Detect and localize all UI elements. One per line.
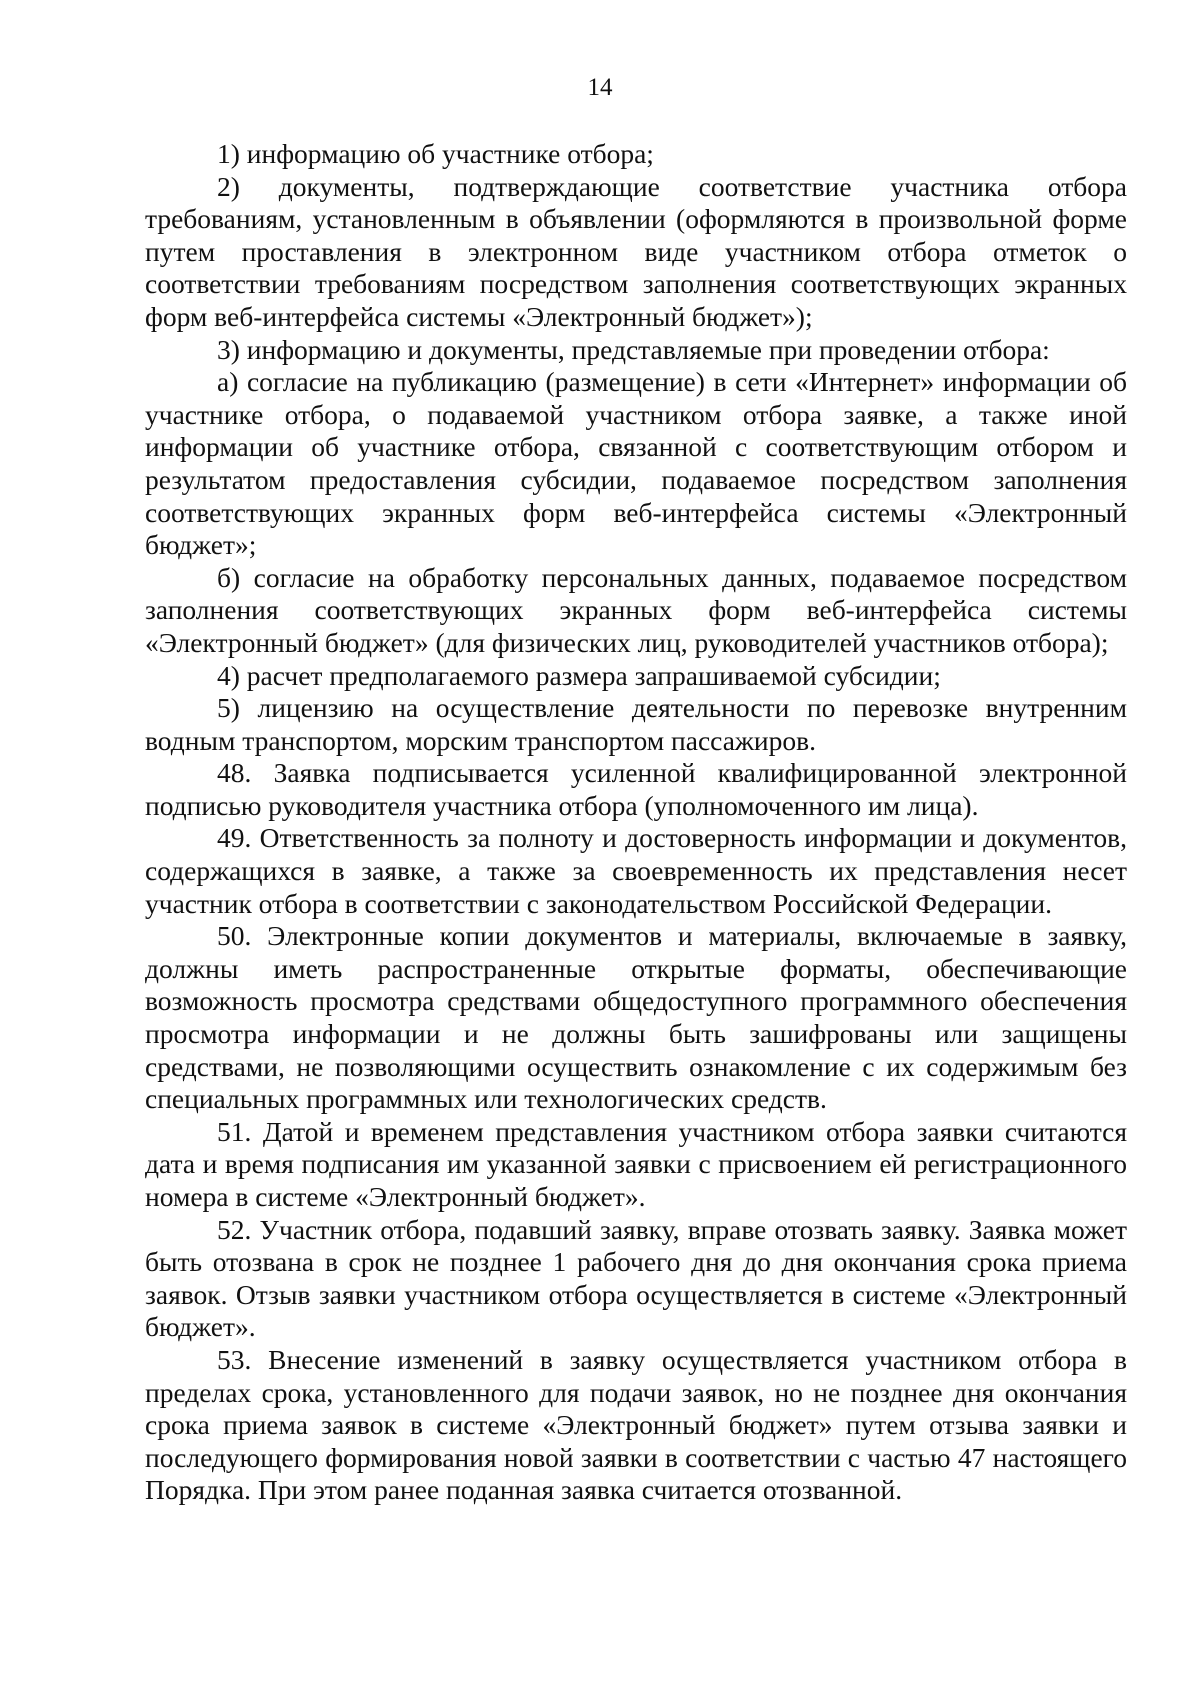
document-body	[145, 138, 1127, 1507]
clause-52: 52. Участник отбора, подавший заявку, вправе отозвать заявку. Заявка может быть отозвана в срок не позднее 1 рабочего дня до дня окончания срока приема заявок. Отзыв заявки участником отбора осуществляется в системе «Электронный бюджет».	[145, 1213, 1127, 1343]
list-item-1-participant-info: 1) информацию об участнике отбора;	[217, 138, 654, 169]
subitem-b-personal-data-consent: б) согласие на обработку персональных данных, подаваемое посредством заполнения соответствующих экранных форм веб-интерфейса системы «Электронный бюджет» (для физических лиц, руководителей участников отбора);	[145, 561, 1127, 658]
list-item-5-license: 5) лицензию на осуществление деятельности по перевозке внутренним водным транспортом, морским транспортом пассажиров.	[145, 692, 1127, 756]
list-item-4-subsidy-calculation: 4) расчет предполагаемого размера запрашиваемой субсидии;	[217, 659, 941, 691]
list-item-3-selection-documents: 3) информацию и документы, представляемые при проведении отбора:	[217, 333, 1050, 365]
list-item-2-compliance-documents: 2) документы, подтверждающие соответствие участника отбора требованиям, установленным в объявлении (оформляются в произвольной форме путем проставления в электронном виде участником отбора отметок о соответствии требованиям посредством заполнения соответствующих экранных форм веб-интерфейса системы «Электронный бюджет»);	[145, 170, 1127, 332]
clause-48: 48. Заявка подписывается усиленной квалифицированной электронной подписью руководителя участника отбора (уполномоченного им лица).	[145, 757, 1127, 821]
subitem-a-publication-consent: а) согласие на публикацию (размещение) в сети «Интернет» информации об участнике отбора, о подаваемой участником отбора заявке, а также иной информации об участнике отбора, связанной с соответствующим отбором и результатом предоставления субсидии, подаваемое посредством заполнения соответствующих экранных форм веб-интерфейса системы «Электронный бюджет»;	[145, 366, 1127, 561]
clause-53: 53. Внесение изменений в заявку осуществляется участником отбора в пределах срока, установленного для подачи заявок, но не позднее дня окончания срока приема заявок в системе «Электронный бюджет» путем отзыва заявки и последующего формирования новой заявки в соответствии с частью 47 настоящего Порядка. При этом ранее поданная заявка считается отозванной.	[145, 1343, 1127, 1506]
page-number: 14	[587, 74, 613, 101]
clause-50: 50. Электронные копии документов и материалы, включаемые в заявку, должны иметь распространенные открытые форматы, обеспечивающие возможность просмотра средствами общедоступного программного обеспечения просмотра информации и не должны быть зашифрованы или защищены средствами, не позволяющими осуществить ознакомление с их содержимым без специальных программных или технологических средств.	[145, 920, 1127, 1115]
clause-51: 51. Датой и временем представления участником отбора заявки считаются дата и время подписания им указанной заявки с присвоением ей регистрационного номера в системе «Электронный бюджет».	[145, 1115, 1127, 1212]
clause-49: 49. Ответственность за полноту и достоверность информации и документов, содержащихся в заявке, а также за своевременность их представления несет участник отбора в соответствии с законодательством Российской Федерации.	[145, 822, 1127, 919]
